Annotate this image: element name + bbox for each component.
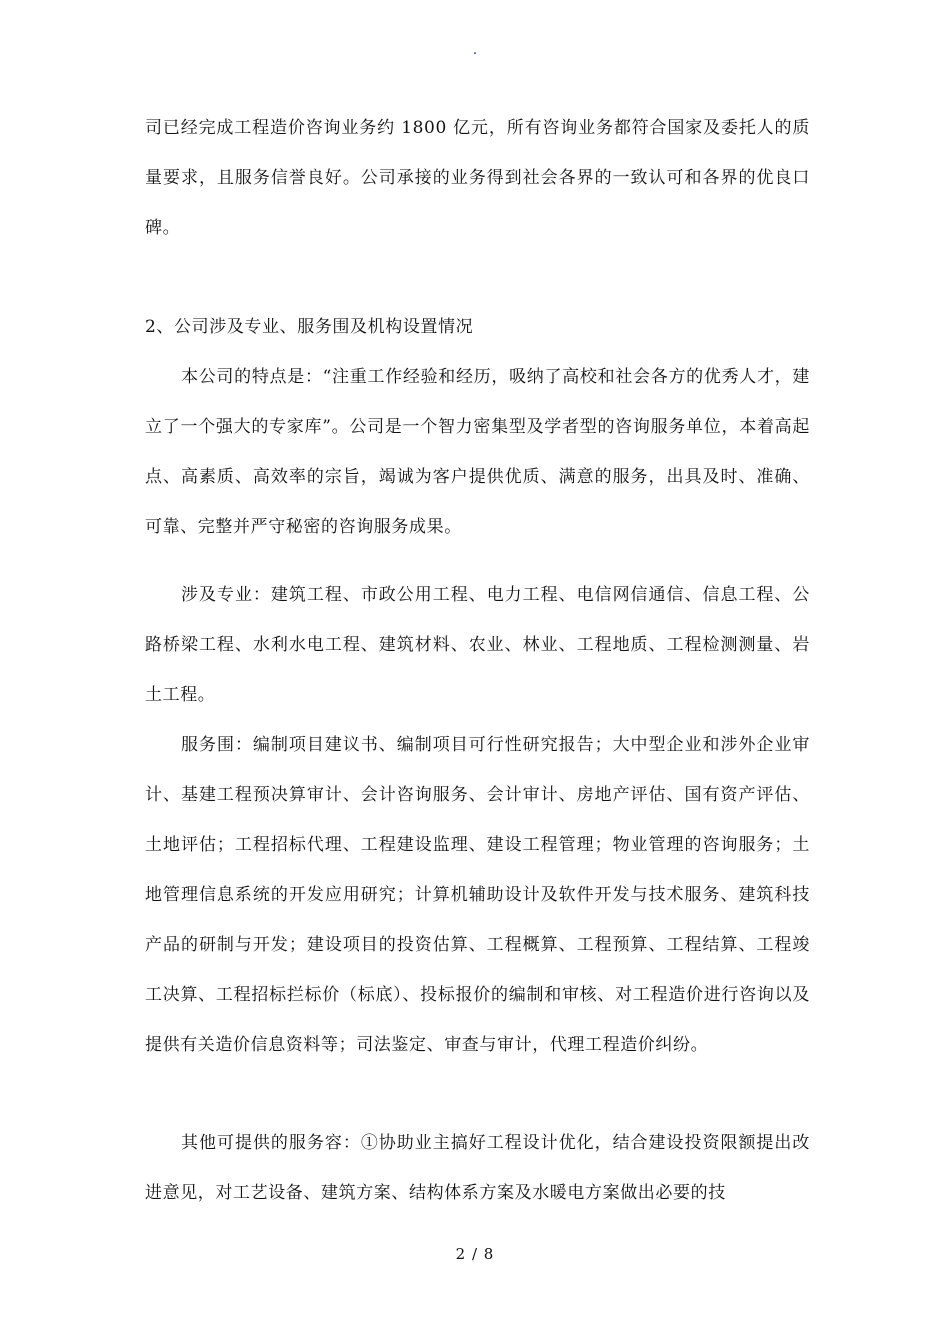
paragraph-revenue-summary: 司已经完成工程造价咨询业务约 1800 亿元，所有咨询业务都符合国家及委托人的质量要求，且服务信誉良好。公司承接的业务得到社会各界的一致认可和各界的优良口碑。	[145, 118, 810, 238]
paragraph-other-services: 其他可提供的服务容：①协助业主搞好工程设计优化，结合建设投资限额提出改进意见，对工艺设备、建筑方案、结构体系方案及水暖电方案做出必要的技	[145, 1133, 810, 1203]
section-heading-2: 2、公司涉及专业、服务围及机构设置情况	[145, 317, 474, 337]
paragraph-company-features: 本公司的特点是：“注重工作经验和经历，吸纳了高校和社会各方的优秀人才，建立了一个强大的专家库”。公司是一个智力密集型及学者型的咨询服务单位，本着高起点、高素质、高效率的宗旨，竭诚为客户提供优质、满意的服务，出具及时、准确、可靠、完整并严守秘密的咨询服务成果。	[145, 367, 810, 537]
page-number: 2 / 8	[455, 1245, 495, 1263]
paragraph-service-scope: 服务围：编制项目建议书、编制项目可行性研究报告；大中型企业和涉外企业审计、基建工程预决算审计、会计咨询服务、会计审计、房地产评估、国有资产评估、土地评估；工程招标代理、工程建设监理、建设工程管理；物业管理的咨询服务；土地管理信息系统的开发应用研究；计算机辅助设计及软件开发与技术服务、建筑科技产品的研制与开发；建设项目的投资估算、工程概算、工程预算、工程结算、工程竣工决算、工程招标拦标价（标底）、投标报价的编制和审核、对工程造价进行咨询以及提供有关造价信息资料等；司法鉴定、审查与审计，代理工程造价纠纷。	[145, 735, 810, 1055]
page-header-mark: .	[472, 42, 478, 58]
paragraph-specialties: 涉及专业：建筑工程、市政公用工程、电力工程、电信网信通信、信息工程、公路桥梁工程、水利水电工程、建筑材料、农业、林业、工程地质、工程检测测量、岩土工程。	[145, 585, 810, 705]
